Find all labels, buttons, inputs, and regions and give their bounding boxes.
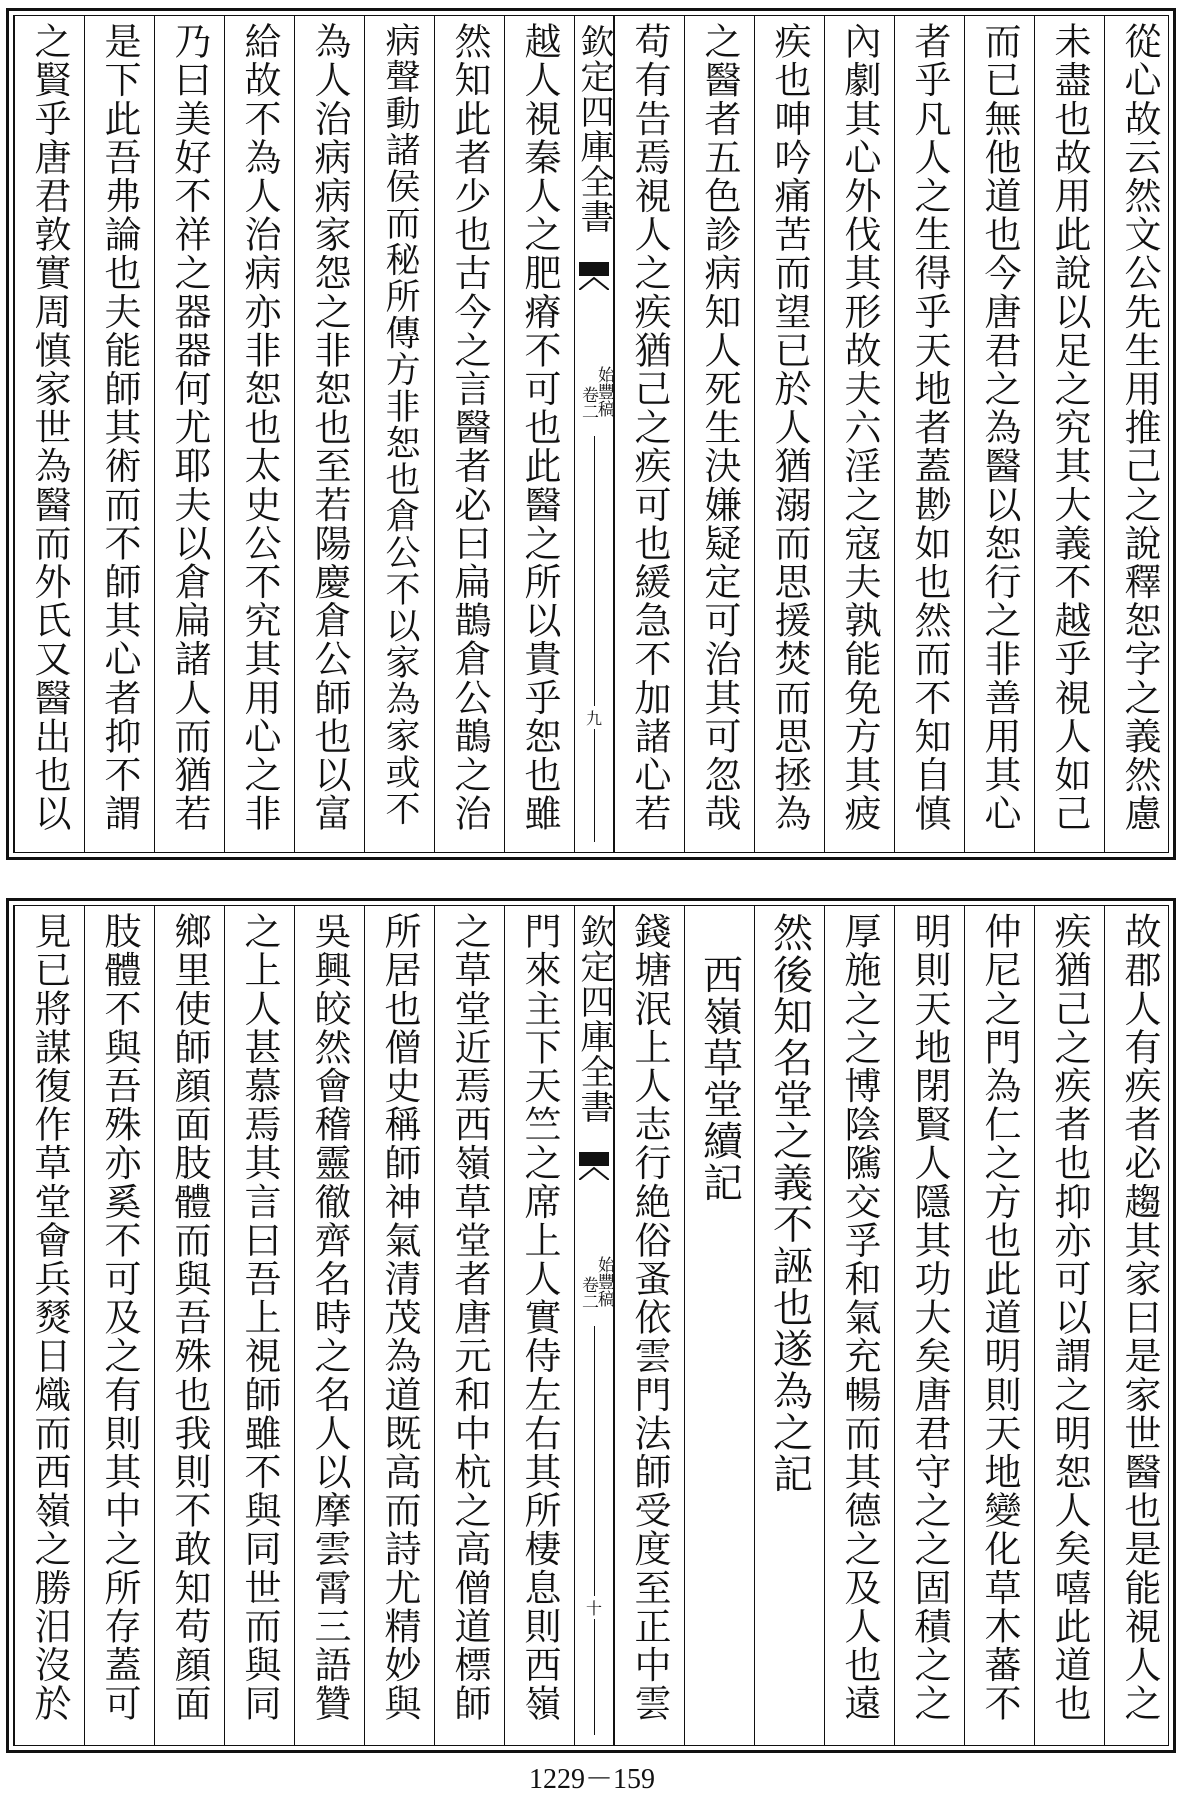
column-text: 之上人甚慕焉其言曰吾上視師雖不與同世而與同: [238, 912, 281, 1723]
column-text: 之醫者五色診病知人死生決嫌疑定可治其可忽哉: [698, 22, 741, 833]
page-bottom: [6, 898, 1176, 1753]
center-title: 欽定四庫全書: [574, 24, 614, 234]
column-text: 吳興皎然會稽靈徹齊名時之名人以摩雲霄三語贊: [308, 912, 351, 1723]
column-text: 而已無他道也今唐君之為醫以恕行之非善用其心: [978, 22, 1021, 833]
column-text: 內劇其心外伐其形故夫六淫之寇夫孰能免方其疲: [838, 22, 881, 833]
column-text: 然知此者少也古今之言醫者必曰扁鵲倉公鵲之治: [448, 22, 491, 833]
text-column: [224, 906, 294, 1745]
text-column: [504, 16, 574, 852]
column-text: 疾猶己之疾者也抑亦可以謂之明恕人矣嘻此道也: [1048, 912, 1091, 1723]
juan-label: 卷二: [578, 386, 598, 420]
column-text: 故郡人有疾者必趨其家曰是家世醫也是能視人之: [1118, 912, 1161, 1723]
column-text: 給故不為人治病亦非恕也太史公不究其用心之非: [238, 22, 281, 833]
text-column: [14, 906, 84, 1745]
text-column: [1104, 906, 1174, 1745]
column-text: 為人治病病家怨之非恕也至若陽慶倉公師也以富: [308, 22, 351, 833]
center-fold: [574, 906, 614, 1745]
column-text: 所居也僧史稱師神氣清茂為道既高而詩尤精妙與: [378, 912, 421, 1723]
text-column: [824, 16, 894, 852]
page-number: 十: [586, 1596, 602, 1619]
column-text: 見已將謀復作草堂會兵燹日熾而西嶺之勝汨沒於: [28, 912, 71, 1723]
column-text: 錢塘泯上人志行絶俗蚤依雲門法師受度至正中雲: [628, 912, 671, 1723]
right-half: [614, 906, 1174, 1745]
text-column: [964, 906, 1034, 1745]
center-rule: [594, 436, 595, 842]
page-frame: [13, 15, 1169, 853]
book-title: 始豐稿: [594, 1256, 614, 1307]
column-text: 是下此吾弗論也夫能師其術而不師其心者抑不謂: [98, 22, 141, 833]
column-text: 疾也呻吟痛苦而望已於人猶溺而思援焚而思拯為: [768, 22, 811, 833]
text-column: [754, 16, 824, 852]
right-half: [614, 16, 1174, 852]
text-column: [894, 906, 964, 1745]
text-column: [154, 906, 224, 1745]
page-top: [6, 8, 1176, 860]
text-column: [224, 16, 294, 852]
text-column: [14, 16, 84, 852]
center-rule: [594, 1326, 595, 1735]
column-text: 門來主下天竺之席上人實侍左右其所棲息則西嶺: [518, 912, 561, 1723]
footer-page-ref: 1229－159: [528, 1764, 655, 1795]
left-half: [14, 906, 574, 1745]
column-text: 明則天地閉賢人隱其功大矣唐君守之之固積之之: [908, 912, 951, 1723]
column-text: 然後知名堂之義不誣也遂為之記: [766, 912, 813, 1495]
column-text: 厚施之之博陰隲交孚和氣充暢而其德之及人也遠: [838, 912, 881, 1723]
text-column: [1104, 16, 1174, 852]
text-column: [894, 16, 964, 852]
column-text: 越人視秦人之肥瘠不可也此醫之所以貴乎恕也雖: [518, 22, 561, 833]
text-column: [294, 906, 364, 1745]
text-column: [434, 906, 504, 1745]
text-column: [364, 16, 434, 852]
text-column: [364, 906, 434, 1745]
column-text: 之草堂近焉西嶺草堂者唐元和中杭之高僧道標師: [448, 912, 491, 1723]
text-column: [294, 16, 364, 852]
column-text: 苟有告焉視人之疾猶己之疾可也緩急不加諸心若: [628, 22, 671, 833]
juan-label: 卷二: [578, 1276, 598, 1310]
column-text: 未盡也故用此說以足之究其大義不越乎視人如己: [1048, 22, 1091, 833]
center-fold: [574, 16, 614, 852]
book-title: 始豐稿: [594, 366, 614, 417]
text-column: [504, 906, 574, 1745]
text-column: [1034, 16, 1104, 852]
text-column: [1034, 906, 1104, 1745]
text-column: [684, 906, 754, 1745]
column-text: 之賢乎唐君敦實周慎家世為醫而外氏又醫出也以: [28, 22, 71, 833]
column-text: 西嶺草堂續記: [696, 912, 743, 1204]
text-column: [614, 906, 684, 1745]
page-frame: [13, 905, 1169, 1746]
text-column: [964, 16, 1034, 852]
column-text: 病聲動諸侯而秘所傳方非恕也倉公不以家為家或不: [380, 22, 420, 828]
fishtail-mark: [579, 1152, 609, 1180]
page-number: 九: [586, 706, 602, 729]
text-column: [84, 16, 154, 852]
text-column: [824, 906, 894, 1745]
text-column: [434, 16, 504, 852]
center-title: 欽定四庫全書: [574, 914, 614, 1124]
column-text: 者乎凡人之生得乎天地者蓋尠如也然而不知自慎: [908, 22, 951, 833]
column-text: 仲尼之門為仁之方也此道明則天地變化草木蕃不: [978, 912, 1021, 1723]
text-column: [684, 16, 754, 852]
left-half: [14, 16, 574, 852]
text-column: [154, 16, 224, 852]
text-column: [754, 906, 824, 1745]
text-column: [614, 16, 684, 852]
column-text: 肢體不與吾殊亦奚不可及之有則其中之所存蓋可: [98, 912, 141, 1723]
fishtail-mark: [579, 262, 609, 290]
column-text: 從心故云然文公先生用推己之說釋恕字之義然慮: [1118, 22, 1161, 833]
column-text: 乃曰美好不祥之器器何尤耶夫以倉扁諸人而猶若: [168, 22, 211, 833]
column-text: 鄉里使師顔面肢體而與吾殊也我則不敢知苟顔面: [168, 912, 211, 1723]
text-column: [84, 906, 154, 1745]
